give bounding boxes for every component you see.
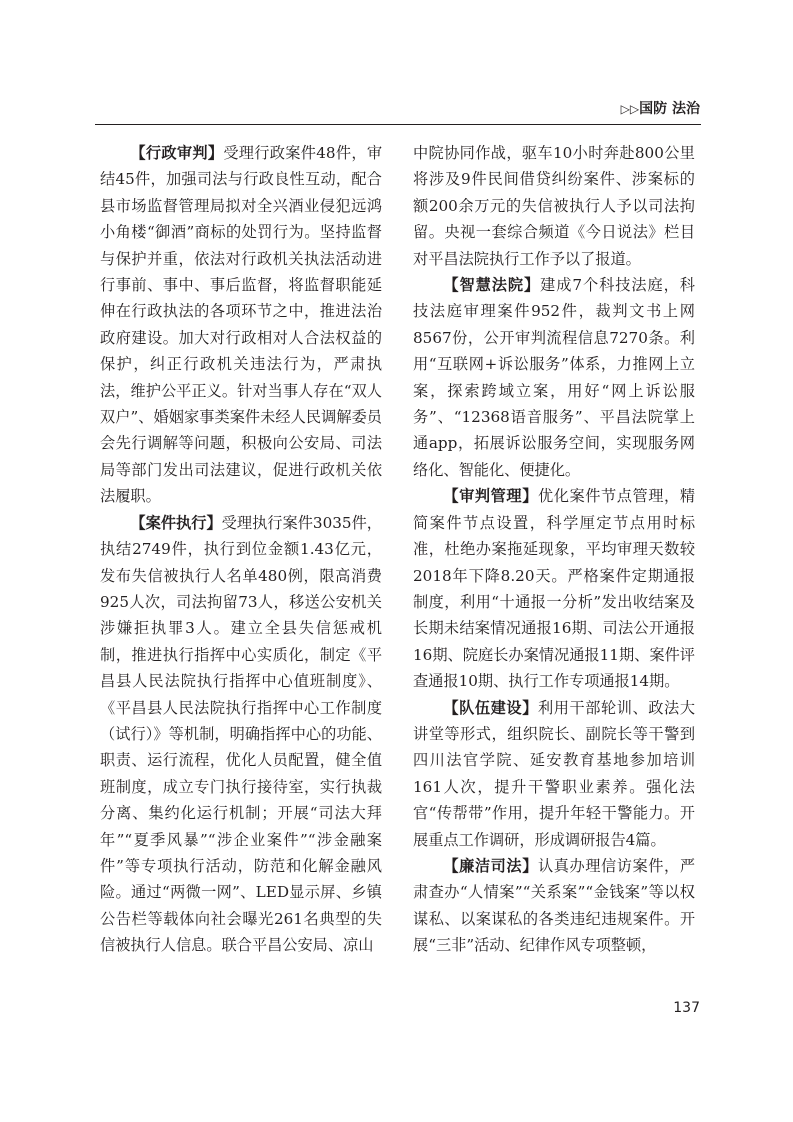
- paragraph-body: 认真办理信访案件，严肃查办“人情案”“关系案”“金钱案”等以权谋私、以案谋私的各类违纪违规案件。开展“三非”活动、纪律作风专项整顿，: [413, 856, 696, 955]
- right-column: [413, 140, 695, 959]
- paragraph-team-building: [413, 695, 695, 853]
- paragraph-heading: 【案件执行】: [130, 513, 222, 532]
- paragraph-body: 建成7个科技法庭，科技法庭审理案件952件，裁判文书上网8567份，公开审判流程信息7270条。利用“互联网+诉讼服务”体系，力推网上立案，探索跨域立案，用好“网上诉讼服务”、“12368语音服务”、平昌法院掌上通app，拓展诉讼服务空间，实现服务网络化、智能化、便捷化。: [413, 276, 695, 479]
- paragraph-heading: 【行政审判】: [130, 144, 224, 162]
- paragraph-smart-court: [413, 272, 695, 483]
- paragraph-body: 受理行政案件48件，审结45件，加强司法与行政良性互动，配合县市场监督管理局拟对全兴酒业侵犯远鸿小角楼“御酒”商标的处罚行为。坚持监督与保护并重，依法对行政机关执法活动进行事前、事中、事后监督，将监督职能延伸在行政执法的各项环节之中，推进法治政府建设。加大对行政相对人合法权益的保护，纠正行政机关违法行为，严肃执法，维护公平正义。针对当事人存在“双人双户”、婚姻家事类案件未经人民调解委员会先行调解等问题，积极向公安局、司法局等部门发出司法建议，促进行政机关依法履职。: [100, 144, 383, 506]
- paragraph-body: 优化案件节点管理，精简案件节点设置，科学厘定节点用时标准，杜绝办案拖延现象，平均审理天数较2018年下降8.20天。严格案件定期通报制度，利用“十通报一分析”发出收结案及长期未结案情况通报16期、司法公开通报16期、院庭长办案情况通报11期、案件评查通报10期、执行工作专项通报14期。: [413, 487, 696, 691]
- section-title: 国防 法治: [639, 101, 700, 117]
- header-rule: [95, 124, 701, 125]
- double-triangle-icon: ▷▷: [620, 102, 640, 116]
- paragraph-body: 利用干部轮训、政法大讲堂等形式，组织院长、副院长等干警到四川法官学院、延安教育基地参加培训161人次，提升干警职业素养。强化法官“传帮带”作用，提升年轻干警能力。开展重点工作调研，形成调研报告4篇。: [413, 698, 696, 849]
- paragraph-heading: 【队伍建设】: [443, 698, 538, 717]
- paragraph-administrative-trial: [100, 140, 382, 510]
- left-column: [100, 140, 382, 959]
- paragraph-heading: 【廉洁司法】: [443, 856, 538, 875]
- running-header: [570, 98, 700, 118]
- paragraph-heading: 【审判管理】: [443, 487, 538, 506]
- paragraph-body: 受理执行案件3035件，执结2749件，执行到位金额1.43亿元，发布失信被执行人名单480例，限高消费925人次，司法拘留73人，移送公安机关涉嫌拒执罪3人。建立全县失信惩戒机制，推进执行指挥中心实质化，制定《平昌县人民法院执行指挥中心值班制度》、《平昌县人民法院执行指挥中心工作制度（试行）》等机制，明确指挥中心的功能、职责、运行流程，优化人员配置，健全值班制度，成立专门执行接待室，实行执裁分离、集约化运行机制；开展“司法大拜年”“夏季风暴”“涉企业案件”“涉金融案件”等专项执行活动，防范和化解金融风险。通过“两微一网”、LED显示屏、乡镇公告栏等载体向社会曝光261名典型的失信被执行人信息。联合平昌公安局、凉山: [100, 513, 382, 955]
- page-number: 137: [673, 1000, 700, 1016]
- paragraph-continuation: [413, 140, 695, 272]
- paragraph-body: 中院协同作战，驱车10小时奔赴800公里将涉及9件民间借贷纠纷案件、涉案标的额200余万元的失信被执行人予以司法拘留。央视一套综合频道《今日说法》栏目对平昌法院执行工作予以了报道。: [413, 144, 695, 268]
- paragraph-trial-management: [413, 483, 695, 694]
- paragraph-heading: 【智慧法院】: [443, 276, 541, 295]
- paragraph-clean-justice: [413, 853, 695, 959]
- paragraph-case-execution: [100, 510, 382, 959]
